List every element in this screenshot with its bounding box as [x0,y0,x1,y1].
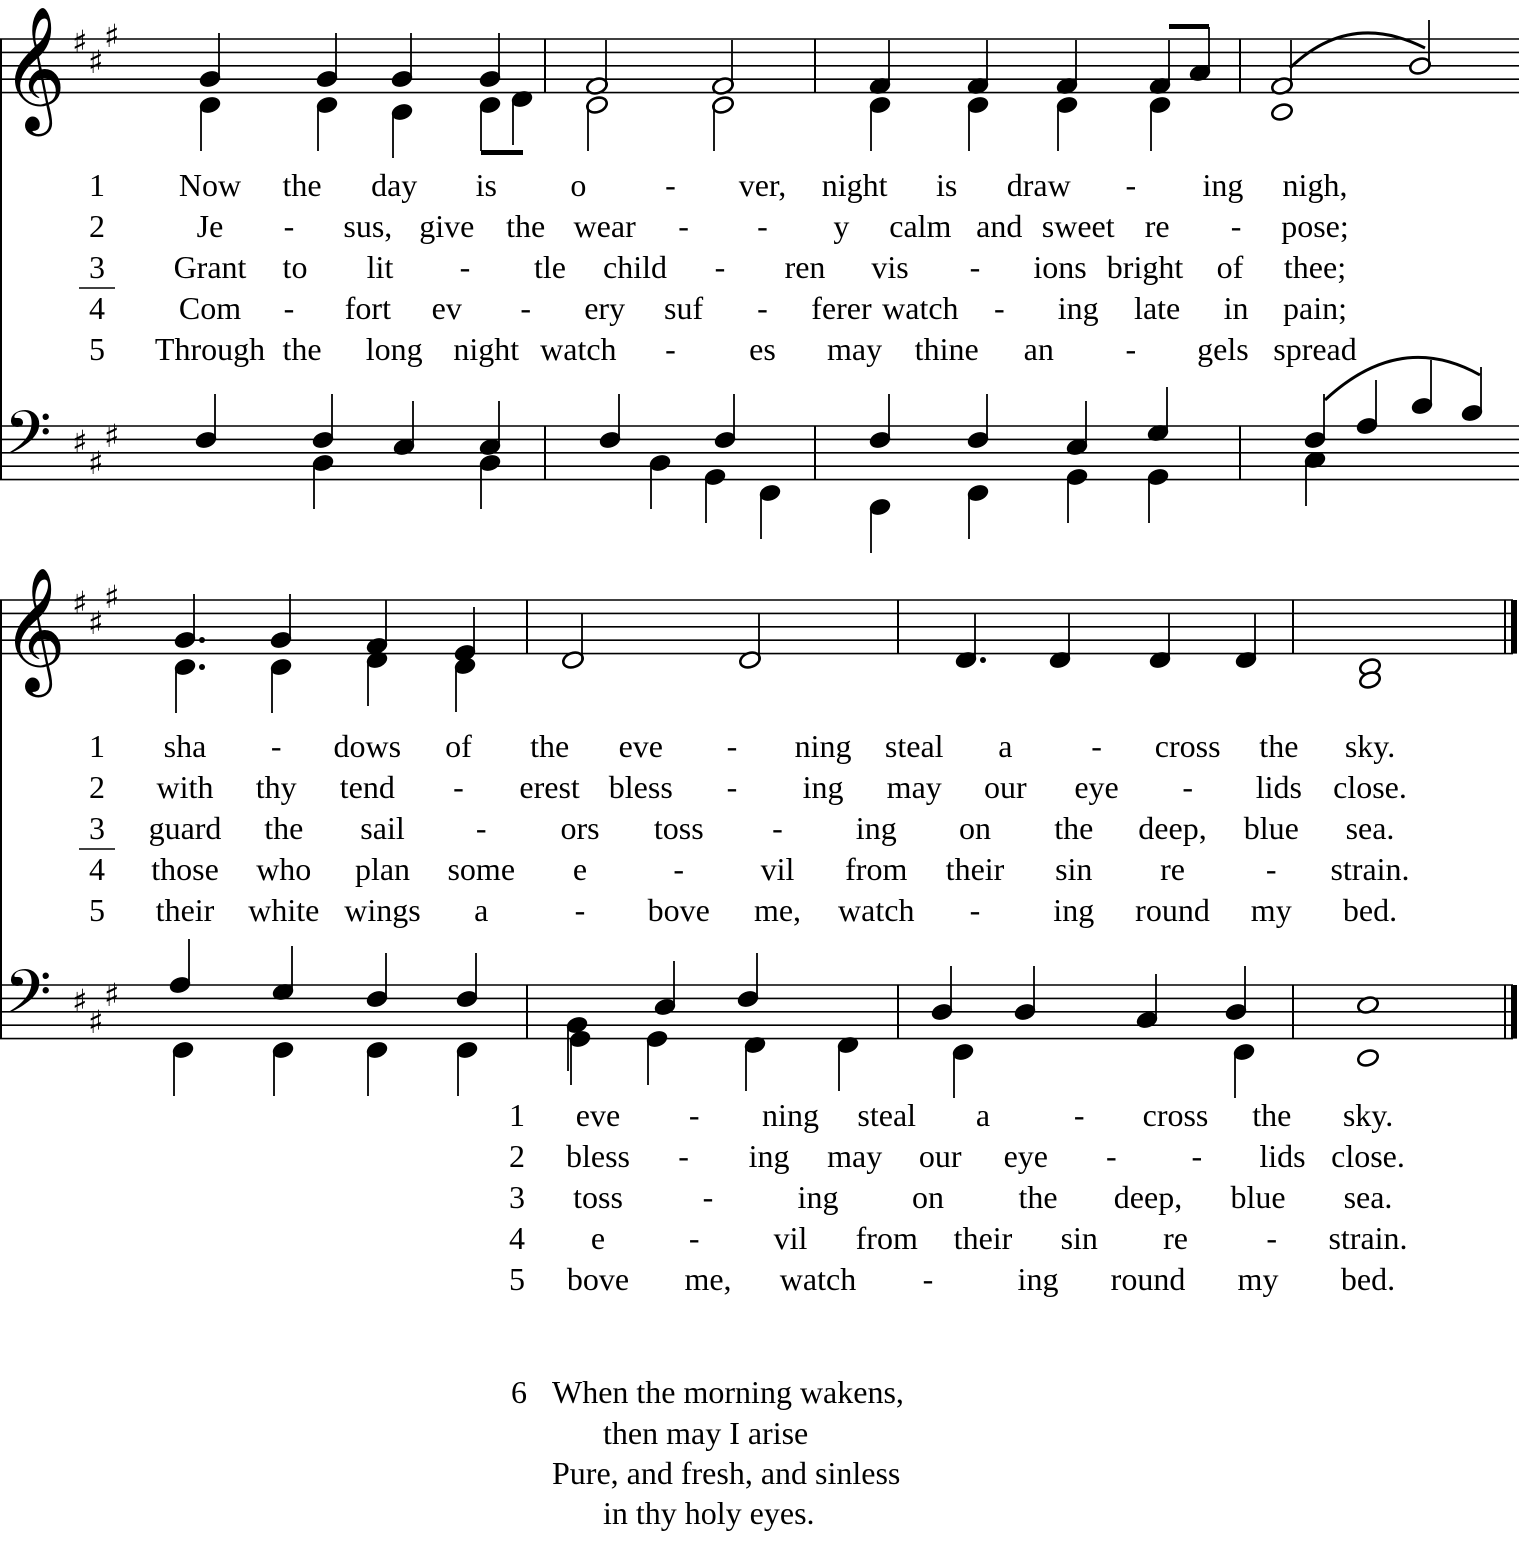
alt-ending-syllable: deep, [1113,1179,1183,1215]
alt-ending-syllable: - [678,1138,689,1174]
system1-syllable: pose; [1281,208,1349,244]
system2-verse-number: 1 [89,728,105,764]
system1-syllable: night [821,167,888,203]
system1-syllable: is [475,167,497,203]
system2-syllable: - [726,769,738,805]
alt-ending-syllable: eye [1003,1138,1048,1174]
alt-ending-verse-number: 1 [509,1097,525,1133]
alt-ending-syllable: - [702,1179,714,1215]
system2-syllable: some [447,851,516,887]
system1-syllable: the [282,167,322,203]
alt-ending-syllable: sea. [1343,1179,1393,1215]
system1-syllable: Through [154,331,266,367]
key-sharp-icon: ♯ [104,17,120,55]
system2-syllable: sail [360,810,405,846]
system2-syllable: ors [560,810,600,846]
system2-syllable: a [474,892,489,928]
system1-syllable: ing [1057,290,1099,326]
system2-syllable: thy [255,769,297,805]
alt-ending-syllable: from [855,1220,918,1256]
system2-syllable: may [886,769,942,805]
system1-syllable: ing [1202,167,1244,203]
alt-ending-verse-number: 2 [509,1138,525,1174]
system1-syllable: and [976,208,1023,244]
system2-syllable: bless [608,769,673,805]
alt-ending-verse-number: 5 [509,1261,525,1297]
system1-syllable: Grant [173,249,247,285]
alt-ending-syllable: - [1191,1138,1203,1174]
system2-verse-number: 2 [89,769,105,805]
system1-syllable: tle [534,249,566,285]
system1-syllable: fort [344,290,391,326]
system1-verse-number: 4 [89,290,105,326]
system1-syllable: - [714,249,726,285]
dot [980,657,986,663]
system2-syllable: - [726,728,738,764]
system2-syllable: my [1250,892,1292,928]
system1-syllable: gels [1197,331,1249,367]
key-sharp-icon: ♯ [104,417,120,455]
system2-syllable: deep, [1138,810,1207,846]
system1-syllable: - [665,167,676,203]
system1-verse-number: 5 [89,331,105,367]
key-sharp-icon: ♯ [104,976,120,1014]
system2-syllable: steal [884,728,944,764]
verse-6-line-2: then may I arise [603,1415,809,1451]
system2-syllable: eye [1074,769,1119,805]
alt-ending-syllable: sky. [1342,1097,1394,1133]
alt-ending-syllable: a [975,1097,991,1133]
system2-syllable: of [445,728,472,764]
system1-verse-number: 2 [89,208,105,244]
system2-syllable: sin [1055,851,1093,887]
alt-ending-syllable: may [827,1138,883,1174]
system2-syllable: sha [163,728,207,764]
system1-syllable: bright [1106,249,1184,285]
system1-syllable: long [365,331,423,367]
alt-ending-syllable: - [688,1220,700,1256]
system2-syllable: with [156,769,214,805]
verse-6-number: 6 [511,1374,527,1410]
final-barline [1511,600,1517,654]
verse-6-line-1: When the morning wakens, [552,1374,904,1410]
treble-clef-icon: 𝄞 [2,6,66,131]
alt-ending-syllable: sin [1060,1220,1098,1256]
system2-syllable: the [1259,728,1299,764]
system1-syllable: lit [366,249,394,285]
system2-syllable: vil [760,851,795,887]
system2-syllable: ning [794,728,852,764]
system1-syllable: ery [584,290,626,326]
alt-ending-syllable: ning [762,1097,819,1133]
key-sharp-icon: ♯ [72,23,88,61]
system1-syllable: the [282,331,322,367]
verse-6-line-3: Pure, and fresh, and sinless [552,1455,901,1491]
system1-syllable: to [282,249,308,285]
alt-ending-syllable: bed. [1340,1261,1396,1297]
system1-syllable: an [1023,331,1054,367]
system1-syllable: - [757,290,768,326]
system2-syllable: the [530,728,570,764]
treble-clef-icon: 𝄞 [2,567,66,692]
system1-verse-number: 3 [89,249,105,285]
verse-6-line-4: in thy holy eyes. [603,1495,815,1531]
key-sharp-icon: ♯ [88,604,104,642]
system2-syllable: - [574,892,586,928]
system2-syllable: bove [647,892,710,928]
system2-syllable: bed. [1342,892,1398,928]
system2-syllable: sky. [1344,728,1396,764]
system2-syllable: ing [1053,892,1095,928]
alt-ending-syllable: me, [684,1261,732,1297]
system1-syllable: ev [431,290,462,326]
system1-syllable: - [757,208,768,244]
key-sharp-icon: ♯ [72,584,88,622]
system1-syllable: - [993,290,1005,326]
alt-ending-syllable: re [1163,1220,1188,1256]
dot [199,637,205,643]
system1-syllable: pain; [1283,290,1347,326]
system1-syllable: thine [914,331,979,367]
system1-syllable: spread [1273,331,1357,367]
system2-syllable: dows [333,728,402,764]
system1-syllable: day [371,167,418,203]
system1-syllable: ferer [811,290,872,326]
staff-lines [0,6,1519,1043]
lyrics [79,167,1410,1297]
system1-syllable: - [1230,208,1242,244]
alt-ending-syllable: bless [566,1138,630,1174]
system2-syllable: - [1091,728,1102,764]
system2-syllable: - [453,769,464,805]
system2-syllable: ing [855,810,897,846]
alt-ending-syllable: toss [573,1179,623,1215]
key-sharp-icon: ♯ [88,43,104,81]
system2-syllable: their [155,892,215,928]
system1-syllable: - [520,290,532,326]
system2-syllable: - [270,728,282,764]
system1-syllable: Je [196,208,224,244]
system1-syllable: - [969,249,981,285]
system2-syllable: ing [802,769,844,805]
alt-ending-syllable: steal [857,1097,917,1133]
system1-syllable: - [459,249,471,285]
system1-syllable: give [419,208,475,244]
beam [481,150,523,155]
alt-ending-syllable: blue [1230,1179,1286,1215]
system1-syllable: thee; [1283,249,1347,285]
alt-ending-syllable: ing [1017,1261,1059,1297]
system2-syllable: cross [1154,728,1221,764]
system1-syllable: sus, [343,208,393,244]
system2-syllable: from [845,851,908,887]
system2-syllable: - [673,851,685,887]
alt-ending-syllable: - [688,1097,700,1133]
alt-ending-syllable: bove [566,1261,630,1297]
system1-syllable: o [570,167,587,203]
alt-ending-syllable: strain. [1328,1220,1408,1256]
system1-syllable: draw [1006,167,1071,203]
system2-syllable: - [1265,851,1277,887]
system2-syllable: white [248,892,320,928]
system1-syllable: watch [882,290,959,326]
system2-syllable: eve [618,728,663,764]
system1-syllable: y [833,208,850,244]
system1-syllable: re [1144,208,1170,244]
system1-syllable: - [1125,331,1137,367]
dot [199,664,205,670]
alt-ending-syllable: ing [748,1138,790,1174]
system2-syllable: erest [519,769,580,805]
alt-ending-syllable: round [1110,1261,1186,1297]
system2-syllable: those [151,851,219,887]
system1-syllable: nigh, [1282,167,1348,203]
alt-ending-syllable: - [1266,1220,1278,1256]
system1-syllable: late [1134,290,1181,326]
system2-syllable: guard [148,810,222,846]
system2-syllable: a [998,728,1013,764]
notehead [1356,1048,1380,1068]
alt-ending-syllable: their [953,1220,1013,1256]
beam [1169,24,1209,29]
system1-syllable: - [283,208,295,244]
system1-syllable: is [935,167,958,203]
system1-verse-number: 1 [89,167,105,203]
system2-syllable: me, [753,892,802,928]
alt-ending-syllable: our [918,1138,962,1174]
system2-syllable: e [572,851,588,887]
system1-syllable: ions [1033,249,1087,285]
system1-syllable: child [603,249,667,285]
system2-syllable: strain. [1330,851,1410,887]
system2-syllable: who [256,851,312,887]
alt-ending-verse-number: 4 [509,1220,525,1256]
key-sharp-icon: ♯ [104,578,120,616]
system2-syllable: - [1182,769,1194,805]
system2-syllable: - [475,810,487,846]
system1-syllable: wear [573,208,636,244]
key-sharp-icon: ♯ [88,1003,104,1041]
system2-syllable: watch [838,892,915,928]
system2-syllable: toss [653,810,704,846]
system2-syllable: - [772,810,783,846]
alt-ending-syllable: - [1073,1097,1085,1133]
system1-syllable: may [827,331,883,367]
system1-syllable: Now [178,167,242,203]
alt-ending-syllable: the [1018,1179,1058,1215]
system2-verse-number: 4 [89,851,105,887]
system2-verse-number: 5 [89,892,105,928]
system2-syllable: plan [354,851,411,887]
alt-ending-syllable: close. [1331,1138,1405,1174]
system1-syllable: ver, [738,167,787,203]
system2-syllable: blue [1243,810,1299,846]
system2-syllable: tend [339,769,395,805]
alt-ending-verse-number: 3 [509,1179,525,1215]
system1-syllable: Com [178,290,242,326]
system2-syllable: the [264,810,304,846]
system1-syllable: the [506,208,546,244]
system2-syllable: the [1054,810,1094,846]
system1-syllable: suf [664,290,704,326]
system1-syllable: - [1125,167,1137,203]
alt-ending-syllable: on [912,1179,944,1215]
alt-ending-syllable: cross [1142,1097,1209,1133]
system2-verse-number: 3 [89,810,105,846]
system1-syllable: sweet [1041,208,1115,244]
system1-syllable: vis [871,249,909,285]
system1-syllable: - [665,331,676,367]
system1-syllable: - [678,208,689,244]
alt-ending-syllable: the [1252,1097,1292,1133]
bass-clef-icon: 𝄢 [4,957,52,1043]
alt-ending-syllable: eve [575,1097,621,1133]
notehead [1270,102,1294,122]
system2-syllable: our [984,769,1027,805]
system1-syllable: night [453,331,520,367]
key-sharp-icon: ♯ [72,982,88,1020]
alt-ending-syllable: ing [797,1179,839,1215]
alt-ending-syllable: e [590,1220,606,1256]
system2-syllable: - [969,892,981,928]
system2-syllable: re [1160,851,1185,887]
system2-syllable: their [945,851,1005,887]
system2-syllable: sea. [1345,810,1395,846]
system1-syllable: watch [540,331,617,367]
alt-ending-syllable: vil [773,1220,808,1256]
system1-syllable: of [1216,249,1244,285]
system2-syllable: close. [1333,769,1407,805]
system1-syllable: ren [784,249,826,285]
system2-syllable: wings [344,892,421,928]
system2-syllable: on [959,810,991,846]
system1-syllable: in [1223,290,1249,326]
alt-ending-syllable: watch [779,1261,857,1297]
bass-clef-icon: 𝄢 [4,398,52,484]
system1-syllable: - [283,290,295,326]
alt-ending-syllable: lids [1259,1138,1306,1174]
key-sharp-icon: ♯ [72,423,88,461]
alt-ending-syllable: my [1237,1261,1279,1297]
system1-syllable: es [749,331,776,367]
final-barline [1511,985,1517,1039]
system2-syllable: lids [1255,769,1302,805]
system1-syllable: calm [889,208,952,244]
key-sharp-icon: ♯ [88,444,104,482]
alt-ending-syllable: - [1106,1138,1117,1174]
system2-syllable: round [1135,892,1210,928]
alt-ending-syllable: - [922,1261,934,1297]
